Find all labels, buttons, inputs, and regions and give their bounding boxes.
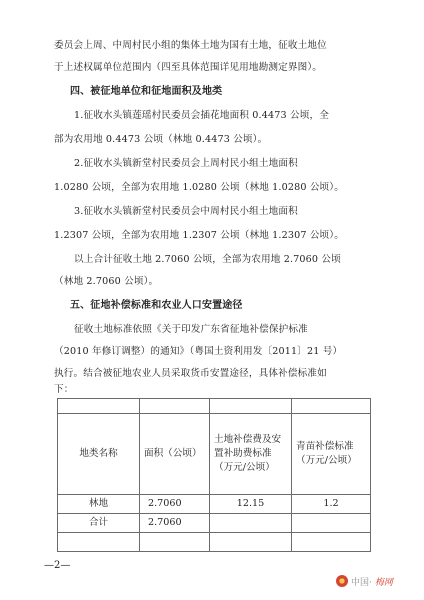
text-line: 征收土地标准依照《关于印发广东省征地补偿保护标准 xyxy=(74,324,308,335)
text-line: 1.0280 公顷，全部为农用地 1.0280 公顷（林地 1.0280 公顷）。 xyxy=(54,182,344,193)
text-line: 以上合计征收土地 2.7060 公顷，全部为农用地 2.7060 公顷 xyxy=(74,254,341,265)
header-land-compensation: 土地补偿费及安置补助费标准（万元/公顷） xyxy=(210,414,292,495)
logo-country: 中国· xyxy=(351,577,372,588)
cell-land-compensation: 12.15 xyxy=(210,495,292,514)
cell-land-compensation xyxy=(210,514,292,533)
table-row xyxy=(58,514,371,533)
cell-area: 2.7060 xyxy=(140,495,210,514)
table-header-row xyxy=(58,414,371,495)
site-logo xyxy=(336,572,416,590)
text-line: 部为农用地 0.4473 公顷（林地 0.4473 公顷）。 xyxy=(54,134,268,145)
text-line: （2010 年修订调整）的通知》（粤国土资利用发〔2011〕21 号） xyxy=(54,346,343,357)
text-line: 下： xyxy=(54,384,74,395)
text-line: 2.征收水头镇新堂村民委员会上周村民小组土地面积 xyxy=(74,158,298,169)
text-line: （林地 2.7060 公顷）。 xyxy=(54,276,159,287)
header-area: 面积（公顷） xyxy=(140,414,210,495)
page-number: —2— xyxy=(44,560,71,571)
section-heading: 五、征地补偿标准和农业人口安置途径 xyxy=(70,300,243,311)
cell-crop-compensation xyxy=(292,514,371,533)
header-category: 地类名称 xyxy=(58,414,140,495)
text-line: 1.征收水头镇莲瑶村民委员会插花地面积 0.4473 公顷，全 xyxy=(74,110,329,121)
text-line: 执行。结合被征地农业人员采取货币安置途径，具体补偿标准如 xyxy=(54,368,327,379)
emblem-icon xyxy=(336,575,348,587)
table-spacer-row xyxy=(58,399,371,414)
cell-crop-compensation: 1.2 xyxy=(292,495,371,514)
text-line: 3.征收水头镇新堂村民委员会中周村民小组土地面积 xyxy=(74,206,298,217)
text-line: 于上述权属单位范围内（四至具体范围详见用地勘测定界图）。 xyxy=(54,62,323,73)
compensation-table xyxy=(57,398,371,552)
cell-category: 林地 xyxy=(58,495,140,514)
cell-area: 2.7060 xyxy=(140,514,210,533)
text-line: 1.2307 公顷，全部为农用地 1.2307 公顷（林地 1.2307 公顷）。 xyxy=(54,230,344,241)
cell-category: 合计 xyxy=(58,514,140,533)
section-heading: 四、被征地单位和征地面积及地类 xyxy=(70,86,223,97)
table-empty-row xyxy=(58,533,371,552)
table-row xyxy=(58,495,371,514)
text-line: 委员会上周、中周村民小组的集体土地为国有土地，征收土地位 xyxy=(54,40,327,51)
header-crop-compensation: 青苗补偿标准（万元/公顷） xyxy=(292,414,371,495)
logo-brand: 梅网 xyxy=(374,577,393,588)
